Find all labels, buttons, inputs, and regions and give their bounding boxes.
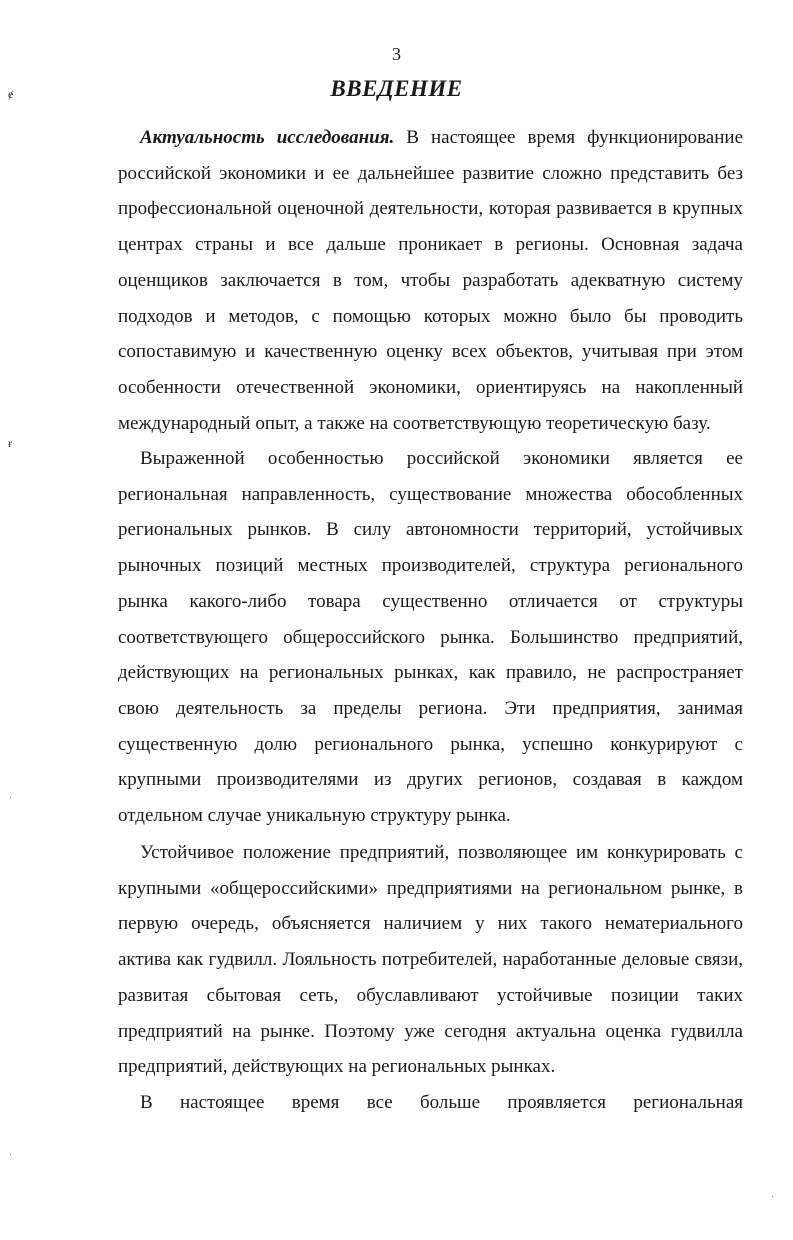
scan-dot — [772, 1196, 773, 1197]
paragraph-continuation — [118, 1085, 743, 1121]
paragraph-text: Выраженной особенностью российской экономики является ее региональная направленность, существование множества обособленных региональных рынков. В силу автономности территорий, устойчивых рыночных позиций местных производителей, структура регионального рынка какого-либо товара существенно отличается от структуры соответствующего общероссийского рынка. Большинство предприятий, действующих на региональных рынках, как правило, не распространяет свою деятельность за пределы региона. Эти предприятия, занимая существенную долю регионального рынка, успешно конкурируют с крупными производителями из других регионов, создавая в каждом отдельном случае уникальную структуру рынка. — [118, 448, 743, 827]
scan-dot — [10, 1154, 11, 1155]
page-number: 3 — [392, 44, 401, 64]
paragraph-regional-markets — [118, 441, 743, 834]
paragraph-goodwill — [118, 835, 743, 1085]
margin-mark: ɍ — [8, 436, 12, 450]
paragraph-text: В настоящее время все больше проявляется региональная — [140, 1092, 743, 1113]
scan-dot — [10, 797, 11, 798]
page-title: ВВЕДЕНИЕ — [330, 76, 463, 101]
paragraph-relevance — [118, 120, 743, 441]
section-lead: Актуальность исследования. — [140, 127, 395, 148]
paragraph-text: Устойчивое положение предприятий, позволяющее им конкурировать с крупными «общероссийскими» предприятиями на региональном рынке, в первую очередь, объясняется наличием у них такого нематериального актива как гудвилл. Лояльность потребителей, наработанные деловые связи, развитая сбытовая сеть, обуславливают устойчивые позиции таких предприятий на рынке. Поэтому уже сегодня актуальна оценка гудвилла предприятий, действующих на региональных рынках. — [118, 842, 743, 1078]
margin-mark: ɇ — [8, 87, 14, 101]
paragraph-text: В настоящее время функционирование российской экономики и ее дальнейшее развитие сложно представить без профессиональной оценочной деятельности, которая развивается в крупных центрах страны и все дальше проникает в регионы. Основная задача оценщиков заключается в том, чтобы разработать адекватную систему подходов и методов, с помощью которых можно было бы проводить сопоставимую и качественную оценку всех объектов, учитывая при этом особенности отечественной экономики, ориентируясь на накопленный международный опыт, а также на соответствующую теоретическую базу. — [118, 127, 744, 434]
